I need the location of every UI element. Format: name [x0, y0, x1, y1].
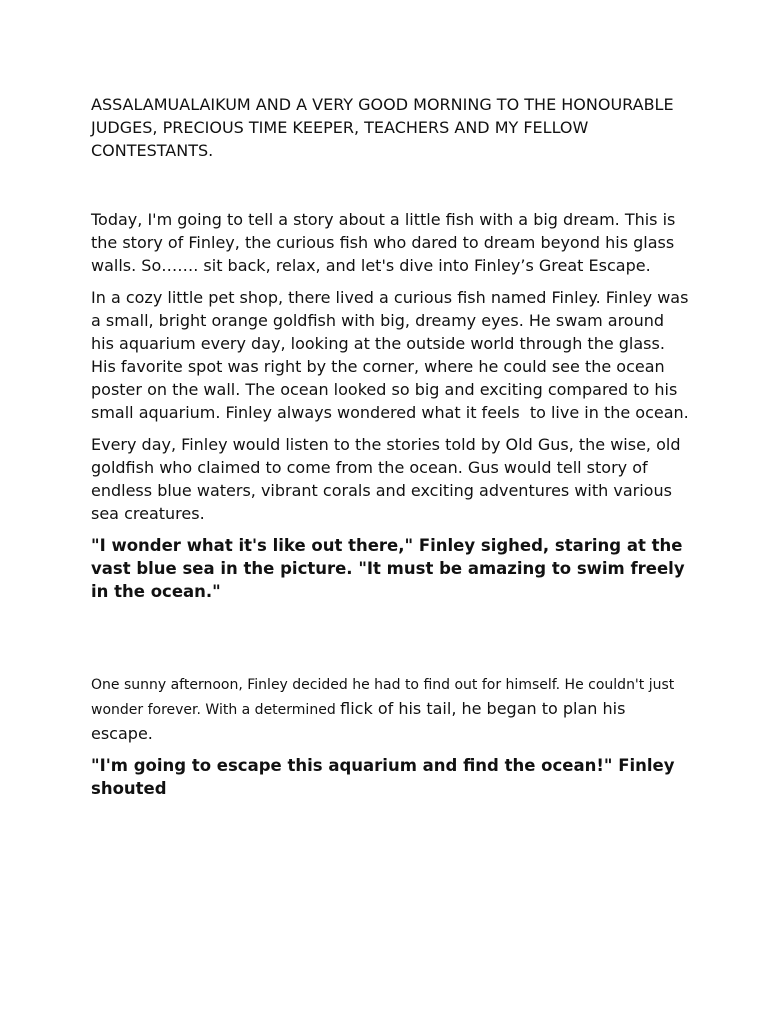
sunny-afternoon-small-text: One sunny afternoon, Finley decided he had to find out for himself. He couldn't just wonder forever. With a determined [91, 677, 679, 718]
sunny-afternoon-paragraph [91, 672, 691, 745]
sunny-afternoon-large-text: flick of his tail, he began to plan his escape. [91, 699, 631, 743]
intro-paragraph: Today, I'm going to tell a story about a little fish with a big dream. This is the story of Finley, the curious fish who dared to dream beyond his glass walls. So……. sit back, relax, and let's dive into Finley’s Great Escape. [91, 210, 681, 275]
document-page [91, 93, 694, 800]
greeting-paragraph: ASSALAMUALAIKUM AND A VERY GOOD MORNING TO THE HONOURABLE JUDGES, PRECIOUS TIME KEEPER, TEACHERS AND MY FELLOW CONTESTANTS. [91, 95, 679, 160]
finley-wonder-quote: "I wonder what it's like out there," Finley sighed, staring at the vast blue sea in the picture. "It must be amazing to swim freely in the ocean." [91, 536, 691, 601]
old-gus-paragraph: Every day, Finley would listen to the stories told by Old Gus, the wise, old goldfish who claimed to come from the ocean. Gus would tell story of endless blue waters, vibrant corals and exciting adventures with various sea creatures. [91, 435, 686, 523]
finley-escape-quote: "I'm going to escape this aquarium and find the ocean!" Finley shouted [91, 756, 681, 798]
pet-shop-paragraph: In a cozy little pet shop, there lived a curious fish named Finley. Finley was a small, bright orange goldfish with big, dreamy eyes. He swam around his aquarium every day, looking at the outside world through the glass. His favorite spot was right by the corner, where he could see the ocean poster on the wall. The ocean looked so big and exciting compared to his small aquarium. Finley always wondered what it feels to live in the ocean. [91, 288, 694, 422]
